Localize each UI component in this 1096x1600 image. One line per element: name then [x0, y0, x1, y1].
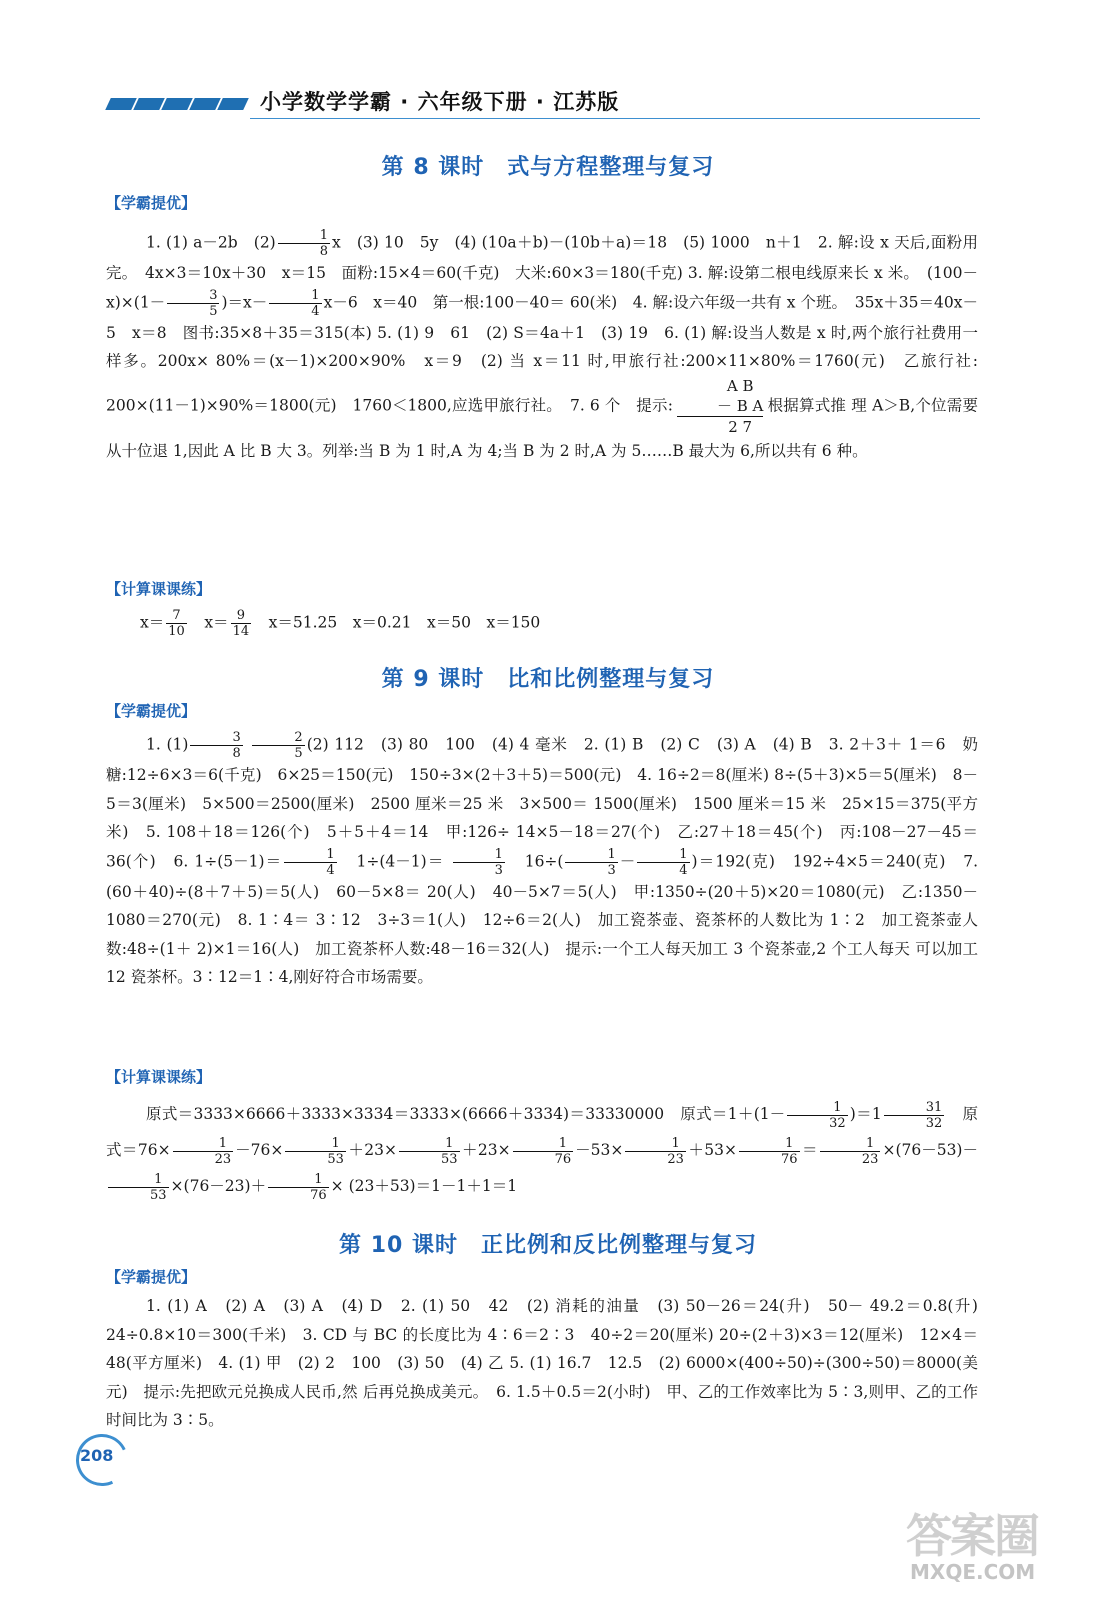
fraction: $\frac{1}{23}$: [820, 1136, 881, 1167]
text-run: 1. (1) A (2) A (3) A (4) D 2. (1) 50 42 (2) 消耗的油量 (3) 50－26＝24(升) 50－: [146, 1297, 864, 1315]
header-stripes-decoration: [108, 98, 246, 110]
site-watermark: [906, 1500, 1066, 1590]
tag-xueba-tiyou-9: 【学霸提优】: [106, 702, 197, 720]
text-run: 200×(11－1)×90%＝1800(元) 1760＜1800,应选甲旅行社。 7. 6 个 提示:: [106, 396, 673, 414]
text-run: x＝: [140, 613, 165, 632]
text-run: x (3) 10 5y (4) (10a＋b)－(10b＋a)＝18 (5) 1000 n＋1 2. 解:设: [332, 233, 875, 252]
fraction: $\frac{31}{32}$: [884, 1100, 945, 1131]
tag-xueba-tiyou-10: 【学霸提优】: [106, 1268, 197, 1286]
text-run: x＝51.25 x＝0.21 x＝50 x＝150: [268, 613, 541, 632]
text-run: 60(米) 4. 解:设六年级一共有 x 个班。 35x＋35＝40x－5 x＝8 图书:35×8＋35＝315(本): [106, 293, 978, 342]
text-run: 16÷(: [524, 852, 564, 870]
fraction: $\frac{1}{76}$: [739, 1136, 800, 1167]
text-run: 1÷(4－1)＝: [356, 852, 445, 870]
text-run: 1. (1) a－2b (2): [146, 233, 276, 252]
text-run: 49.2＝0.8(升) 24÷0.8×10＝300(千米) 3. CD 与 BC 的长度比为 4∶6＝2∶3 40÷2＝20(厘米): [106, 1297, 994, 1344]
text-run: )＝192(克) 192÷4×5＝240(克) 7. (60＋40)÷(8＋7＋5)＝5(人) 60－5×8＝: [106, 852, 978, 901]
page-header: [100, 82, 980, 122]
text-run: 2)×1＝16(人) 加工瓷茶杯人数:48－16＝32(人) 提示:一个工人每天加工 3 个瓷茶壶,2 个工人每天: [196, 939, 911, 958]
fraction: $\frac{1}{4}$: [637, 847, 689, 878]
text-run: ＋53×: [687, 1141, 737, 1159]
text-run: －76×: [235, 1141, 284, 1159]
watermark-url: MXQE.COM: [910, 1560, 1036, 1584]
text-run: )＝x－: [221, 293, 268, 311]
fraction: $\frac{1}{4}$: [269, 288, 321, 319]
text-run: 80%＝(x－1)×200×90% x＝9 (2) 当 x＝11 时,甲旅行社:200×11×80%＝1760(元) 乙旅行社:: [215, 352, 978, 370]
tag-xueba-tiyou-8: 【学霸提优】: [106, 194, 197, 212]
answers-lesson-10: [106, 1292, 994, 1435]
book-title: 小学数学学霸 · 六年级下册 · 江苏版: [260, 90, 620, 114]
text-run: x 天后,面粉用完。 4x×3＝10x＋30 x＝15 面粉:15×4＝60(千克) 大米:60×3＝180(千克): [106, 233, 978, 282]
text-run: 原式＝3333×6666＋3333×3334＝3333×(6666＋3334)＝33330000 原式＝1＋(1－: [146, 1105, 786, 1123]
calc-answers-lesson-8: [140, 608, 960, 639]
text-run: (23＋53)＝1－1＋1＝1: [348, 1177, 518, 1195]
fraction: $\frac{2}{5}$: [252, 730, 304, 761]
text-run: －53×: [575, 1141, 624, 1159]
page-number-badge: [70, 1430, 130, 1490]
fraction: $\frac{1}{23}$: [173, 1136, 234, 1167]
fraction: $\frac{1}{3}$: [453, 847, 505, 878]
text-run: 3. 解:设第二根电线原来长 x 米。 (100－x)×(1－: [106, 264, 978, 311]
fraction: $\frac{1}{76}$: [268, 1172, 329, 1203]
answers-lesson-9: [106, 730, 978, 992]
text-run: ＋23×: [347, 1141, 397, 1159]
text-run: 3∶12 3÷3＝1(人) 12÷6＝2(人) 加工瓷茶壶、瓷茶杯的人数比为 1∶2 加工瓷茶壶人数:48÷(1＋: [106, 911, 978, 958]
tag-jisuan-kekelian-8: 【计算课课练】: [106, 580, 212, 598]
text-run: 1500(厘米) 1500 厘米＝15 米 25×15＝375(平方米) 5. 108＋18＝126(个) 5＋5＋4＝14 甲:126÷: [106, 794, 979, 841]
text-run: －: [619, 852, 636, 870]
text-run: (2) 112 (3) 80 100 (4) 4 毫米 2. (1) B (2) C (3) A (4) B 3. 2＋3＋: [306, 735, 904, 754]
text-run: x＝: [204, 613, 229, 632]
text-run: 1. (1): [146, 735, 189, 754]
text-run: 5. (1) 9 61 (2) S＝4a＋1 (3) 19 6. (1) 解:设当人数是 x 时,两个旅行社费用一样多。200x×: [106, 323, 978, 370]
fraction: $\frac{1}{23}$: [625, 1136, 686, 1167]
text-run: 后再兑换成美元。 6. 1.5＋0.5＝2(小时) 甲、乙的工作效率比为 5∶3,则甲、乙的工作时间比为 3∶5。: [106, 1382, 978, 1429]
fraction: $\frac{1}{53}$: [399, 1136, 460, 1167]
page-number: 208: [80, 1446, 114, 1465]
text-run: 5. (1) 16.7 12.5 (2) 6000×(400÷50)÷(300÷50)＝8000(美元) 提示:先把欧元兑换成人民币,然: [106, 1354, 978, 1401]
vertical-subtraction: A B － B A 2 7: [677, 376, 763, 437]
section-title-lesson-10: 第 10 课时 正比例和反比例整理与复习: [339, 1233, 757, 1258]
text-run: ＝: [801, 1141, 818, 1159]
text-run: ×(76－53)－: [882, 1141, 978, 1159]
tag-jisuan-kekelian-9: 【计算课课练】: [106, 1068, 212, 1086]
text-run: )＝1: [849, 1105, 882, 1123]
text-run: 8÷(5＋3)×5＝5(厘米) 8－5＝3(厘米) 5×500＝2500(厘米) 2500 厘米＝25 米 3×500＝: [106, 766, 978, 813]
text-run: x－6 x＝40 第一根:100－40＝: [323, 293, 565, 311]
text-run: ×: [330, 1177, 344, 1195]
text-run: ×(76－23)＋: [170, 1177, 267, 1195]
text-run: 可以加工 12 瓷茶杯。3∶12＝1∶4,刚好符合市场需要。: [106, 939, 978, 986]
watermark-logo: 答案圈: [906, 1509, 1038, 1563]
text-run: 根据算式推: [767, 396, 847, 414]
fraction: $\frac{3}{8}$: [190, 730, 242, 761]
fraction: $\frac{1}{53}$: [108, 1172, 169, 1203]
fraction: $\frac{1}{53}$: [285, 1136, 346, 1167]
text-run: 20(人) 40－5×7＝5(人) 甲:1350÷(20＋5)×20＝1080(元) 乙:1350－1080＝270(元) 8. 1∶4＝: [106, 882, 978, 929]
answers-lesson-8: [106, 228, 978, 465]
text-run: 原: [962, 1105, 978, 1123]
header-rule: [250, 118, 980, 119]
section-title-lesson-8: 第 8 课时 式与方程整理与复习: [381, 155, 715, 180]
fraction: $\frac{1}{4}$: [284, 847, 336, 878]
section-title-lesson-9: 第 9 课时 比和比例整理与复习: [381, 667, 715, 692]
fraction: $\frac{7}{10}$: [168, 608, 185, 639]
text-run: ＋23×: [461, 1141, 511, 1159]
calc-answers-lesson-9: [106, 1096, 978, 1204]
fraction: $\frac{9}{14}$: [232, 608, 250, 639]
fraction: $\frac{1}{8}$: [278, 228, 330, 259]
fraction: $\frac{1}{32}$: [787, 1100, 848, 1131]
text-run: 式＝76×: [106, 1141, 171, 1159]
fraction: $\frac{1}{76}$: [513, 1136, 574, 1167]
text-run: 1＝6 奶糖:12÷6×3＝6(千克) 6×25＝150(元) 150÷3×(2＋3＋5)＝500(元) 4. 16÷2＝8(厘米): [106, 735, 978, 784]
text-run: 理 A＞B,个位需要从十位退 1,因此 A 比 B 大 3。列举:当 B 为 1 时,A 为 4;当 B 为 2 时,A 为 5……B 最大为 6,所以共有 6 种。: [106, 396, 978, 460]
text-run: 14×5－18＝27(个) 乙:27＋18＝45(个) 丙:108－27－45＝36(个) 6. 1÷(5－1)＝: [106, 823, 978, 870]
fraction: $\frac{3}{5}$: [167, 288, 219, 319]
text-run: 20÷(2＋3)×3＝12(厘米) 12×4＝48(平方厘米) 4. (1) 甲 (2) 2 100 (3) 50 (4) 乙: [106, 1325, 978, 1372]
fraction: $\frac{1}{3}$: [565, 847, 617, 878]
